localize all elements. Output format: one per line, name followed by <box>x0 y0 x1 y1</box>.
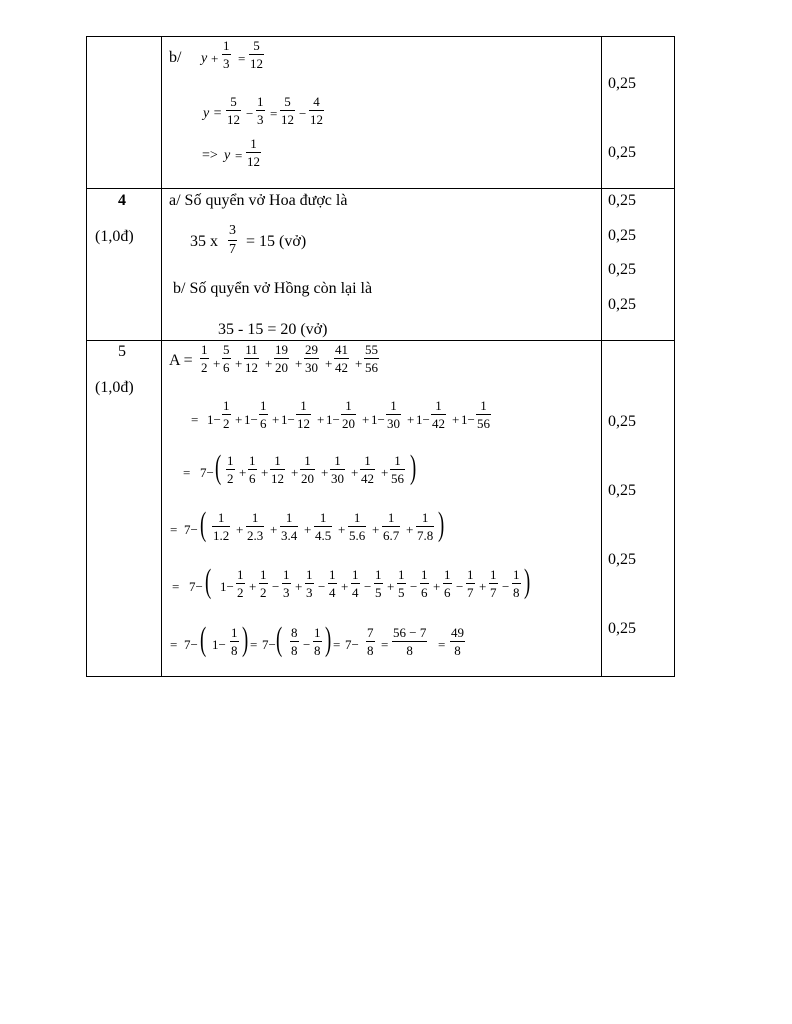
math-operator: 1− <box>281 412 295 427</box>
fraction: $\frac{1}{20}$ <box>301 453 314 486</box>
fraction: $\frac{1}{42}$ <box>432 398 445 431</box>
math-operator: + <box>235 412 243 427</box>
math-operator: + <box>338 522 346 537</box>
table-border-bottom <box>86 676 675 677</box>
fraction: $\frac{1}{7.8}$ <box>417 510 434 543</box>
right-paren: ) <box>410 449 417 486</box>
score: 0,25 <box>608 192 636 209</box>
fraction: $\frac{1}{5}$ <box>375 567 382 600</box>
fraction: $\frac{1}{30}$ <box>331 453 344 486</box>
math-operator: + <box>295 579 303 594</box>
fraction: $\frac{1}{4}$ <box>352 567 359 600</box>
fraction: $\frac{1}{3.4}$ <box>281 510 298 543</box>
math-operator: + <box>479 579 487 594</box>
left-paren: ( <box>215 449 222 486</box>
right-paren: ) <box>242 621 249 658</box>
math-operator: 7− <box>345 637 359 652</box>
part-a-calc-left: 35 x <box>190 233 218 250</box>
fraction: $\frac{41}{42}$ <box>335 342 348 375</box>
fraction: $\frac{1}{6.7}$ <box>383 510 400 543</box>
math-operator: = <box>172 579 180 594</box>
fraction: $\frac{1}{3}$ <box>283 567 290 600</box>
fraction: $\frac{1}{12}$ <box>297 398 310 431</box>
op-equals: = <box>235 148 243 163</box>
math-operator: + <box>381 465 389 480</box>
fraction: $\frac{1}{8}$ <box>314 625 321 658</box>
A-label: A = <box>169 352 193 369</box>
math-operator: 1− <box>416 412 430 427</box>
math-operator: + <box>272 412 280 427</box>
part-b-calc: 35 - 15 = 20 (vở) <box>218 321 328 338</box>
fraction: $\frac{1}{6}$ <box>421 567 428 600</box>
score: 0,25 <box>608 620 636 637</box>
row-divider <box>86 188 675 189</box>
right-paren: ) <box>438 506 445 543</box>
left-paren: ( <box>200 506 207 543</box>
math-operator: + <box>406 522 414 537</box>
fraction: $\frac{1}{4}$ <box>329 567 336 600</box>
math-operator: 1− <box>461 412 475 427</box>
table-border-left <box>86 36 87 677</box>
table-border-right <box>674 36 675 677</box>
math-operator: = <box>170 522 178 537</box>
score: 0,25 <box>608 413 636 430</box>
score: 0,25 <box>608 261 636 278</box>
fraction: $\frac{29}{30}$ <box>305 342 318 375</box>
math-operator: + <box>295 356 303 371</box>
column-divider <box>601 36 602 677</box>
math-operator: + <box>351 465 359 480</box>
fraction: $\frac{1}{3}$ <box>306 567 313 600</box>
math-operator: + <box>317 412 325 427</box>
var-y: y <box>224 148 231 163</box>
math-operator: − <box>410 579 418 594</box>
math-operator: 1− <box>326 412 340 427</box>
right-paren: ) <box>325 621 332 658</box>
fraction: $\frac{5}{12}$ <box>281 94 294 127</box>
score: 0,25 <box>608 551 636 568</box>
score: 0,25 <box>608 296 636 313</box>
math-operator: = <box>438 637 446 652</box>
left-paren: ( <box>276 621 283 658</box>
fraction: $\frac{1}{3}$ <box>223 38 230 71</box>
left-paren: ( <box>205 563 212 600</box>
math-operator: 7− <box>184 522 198 537</box>
fraction: $\frac{5}{12}$ <box>227 94 240 127</box>
math-operator: + <box>239 465 247 480</box>
math-operator: 1− <box>207 412 221 427</box>
math-operator: − <box>272 579 280 594</box>
math-operator: + <box>387 579 395 594</box>
math-operator: 7− <box>189 579 203 594</box>
math-operator: = <box>183 465 191 480</box>
question-number: 5 <box>118 343 126 360</box>
question-points: (1,0đ) <box>95 228 134 245</box>
fraction: $\frac{1}{2.3}$ <box>247 510 264 543</box>
fraction: $\frac{1}{8}$ <box>231 625 238 658</box>
math-operator: = <box>170 637 178 652</box>
part-a-calc-right: = 15 (vở) <box>246 233 307 250</box>
fraction: $\frac{1}{56}$ <box>391 453 404 486</box>
fraction: $\frac{1}{7}$ <box>490 567 497 600</box>
math-operator: + <box>341 579 349 594</box>
math-operator: + <box>236 522 244 537</box>
fraction: $\frac{1}{4.5}$ <box>315 510 332 543</box>
fraction: $\frac{1}{2}$ <box>201 342 208 375</box>
math-operator: + <box>304 522 312 537</box>
score: 0,25 <box>608 227 636 244</box>
math-operator: − <box>502 579 510 594</box>
question-points: (1,0đ) <box>95 379 134 396</box>
math-operator: + <box>325 356 333 371</box>
fraction: $\frac{49}{8}$ <box>451 625 464 658</box>
math-operator: + <box>291 465 299 480</box>
math-operator: − <box>303 637 311 652</box>
equation-lhs: y = <box>203 106 223 121</box>
op-plus: + <box>211 51 219 66</box>
fraction: $\frac{1}{5.6}$ <box>349 510 366 543</box>
math-operator: + <box>235 356 243 371</box>
fraction: $\frac{5}{12}$ <box>250 38 263 71</box>
fraction: $\frac{5}{6}$ <box>223 342 230 375</box>
fraction: $\frac{55}{56}$ <box>365 342 378 375</box>
fraction: $\frac{1}{6}$ <box>249 453 256 486</box>
math-operator: + <box>372 522 380 537</box>
math-operator: 7− <box>184 637 198 652</box>
fraction: $\frac{1}{2}$ <box>223 398 230 431</box>
fraction: $\frac{1}{2}$ <box>237 567 244 600</box>
math-operator: = <box>333 637 341 652</box>
math-operator: 1− <box>244 412 258 427</box>
math-operator: − <box>456 579 464 594</box>
fraction: $\frac{56 - 7}{8}$ <box>393 625 427 658</box>
score: 0,25 <box>608 75 636 92</box>
fraction: $\frac{7}{8}$ <box>367 625 374 658</box>
math-operator: + <box>355 356 363 371</box>
score: 0,25 <box>608 144 636 161</box>
math-operator: + <box>261 465 269 480</box>
math-operator: + <box>321 465 329 480</box>
fraction: $\frac{1}{20}$ <box>342 398 355 431</box>
fraction: $\frac{8}{8}$ <box>291 625 298 658</box>
math-operator: = <box>381 637 389 652</box>
column-divider <box>161 36 162 677</box>
math-operator: + <box>452 412 460 427</box>
math-operator: 1− <box>220 579 234 594</box>
math-operator: 1− <box>212 637 226 652</box>
math-operator: + <box>270 522 278 537</box>
score: 0,25 <box>608 482 636 499</box>
op-equals: = <box>270 106 278 121</box>
fraction: $\frac{1}{8}$ <box>513 567 520 600</box>
op-equals: = <box>238 51 246 66</box>
fraction: $\frac{1}{30}$ <box>387 398 400 431</box>
fraction: $\frac{1}{56}$ <box>477 398 490 431</box>
implies-arrow: => <box>202 148 218 163</box>
fraction: $\frac{1}{12}$ <box>247 136 260 169</box>
question-number: 4 <box>118 192 126 209</box>
fraction: $\frac{1}{3}$ <box>257 94 264 127</box>
fraction: $\frac{3}{7}$ <box>229 223 236 257</box>
math-operator: + <box>213 356 221 371</box>
math-operator: = <box>250 637 258 652</box>
fraction: $\frac{11}{12}$ <box>245 342 258 375</box>
math-operator: 7− <box>262 637 276 652</box>
row-divider <box>86 340 675 341</box>
part-a-text: a/ Số quyển vở Hoa được là <box>169 192 348 209</box>
fraction: $\frac{1}{42}$ <box>361 453 374 486</box>
op-minus: − <box>246 106 254 121</box>
math-operator: = <box>191 412 199 427</box>
fraction: $\frac{4}{12}$ <box>310 94 323 127</box>
math-operator: + <box>433 579 441 594</box>
var-y: y <box>201 51 208 66</box>
fraction: $\frac{1}{7}$ <box>467 567 474 600</box>
math-operator: − <box>318 579 326 594</box>
part-b-text: b/ Số quyển vở Hồng còn lại là <box>173 280 373 297</box>
math-operator: 7− <box>200 465 214 480</box>
math-operator: − <box>364 579 372 594</box>
fraction: $\frac{19}{20}$ <box>275 342 288 375</box>
left-paren: ( <box>200 621 207 658</box>
math-operator: 1− <box>371 412 385 427</box>
table-border-top <box>86 36 675 37</box>
math-operator: + <box>362 412 370 427</box>
math-operator: + <box>249 579 257 594</box>
math-operator: + <box>407 412 415 427</box>
fraction: $\frac{1}{2}$ <box>227 453 234 486</box>
right-paren: ) <box>524 563 531 600</box>
op-minus: − <box>299 106 307 121</box>
fraction: $\frac{1}{6}$ <box>444 567 451 600</box>
fraction: $\frac{1}{5}$ <box>398 567 405 600</box>
fraction: $\frac{1}{2}$ <box>260 567 267 600</box>
part-b-label: b/ <box>169 49 182 66</box>
fraction: $\frac{1}{12}$ <box>271 453 284 486</box>
math-operator: + <box>265 356 273 371</box>
fraction: $\frac{1}{6}$ <box>260 398 267 431</box>
fraction: $\frac{1}{1.2}$ <box>213 510 230 543</box>
